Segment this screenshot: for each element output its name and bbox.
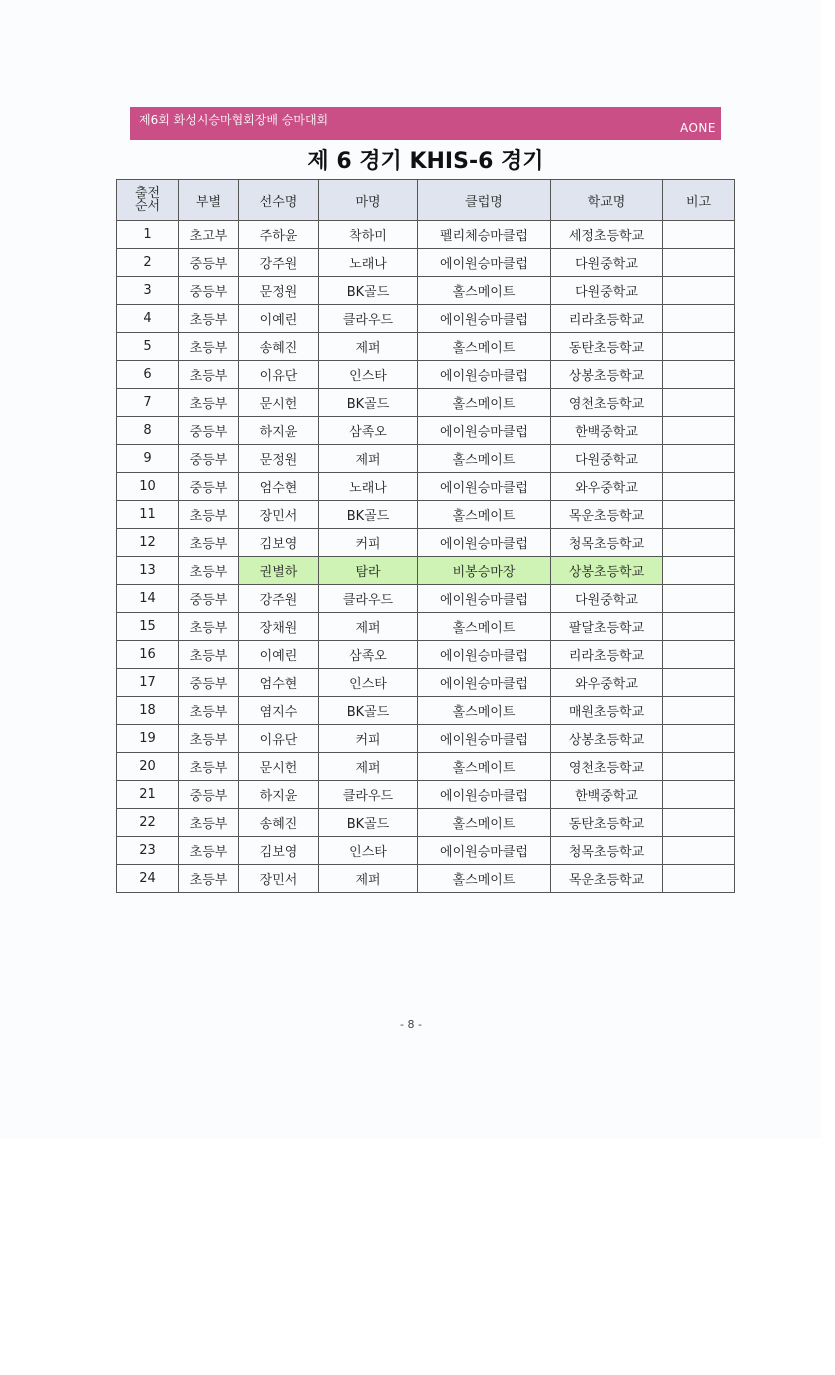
column-header: 마명	[319, 180, 418, 221]
rider-cell: 김보영	[239, 837, 319, 865]
club-cell: 비봉승마장	[418, 557, 551, 585]
table-row	[117, 277, 735, 305]
horse-cell: 제퍼	[319, 333, 418, 361]
horse-cell: 노래나	[319, 473, 418, 501]
rider-cell: 장민서	[239, 865, 319, 893]
club-cell: 홀스메이트	[418, 445, 551, 473]
division-cell: 중등부	[179, 277, 239, 305]
school-cell: 팔달초등학교	[551, 613, 663, 641]
table-row	[117, 669, 735, 697]
school-cell: 동탄초등학교	[551, 809, 663, 837]
horse-cell: BK골드	[319, 697, 418, 725]
note-cell	[663, 249, 735, 277]
table-row	[117, 781, 735, 809]
note-cell	[663, 669, 735, 697]
column-header: 선수명	[239, 180, 319, 221]
note-cell	[663, 501, 735, 529]
school-cell: 세정초등학교	[551, 221, 663, 249]
table-row	[117, 417, 735, 445]
order-cell: 4	[117, 305, 179, 333]
horse-cell: 착하미	[319, 221, 418, 249]
order-cell: 14	[117, 585, 179, 613]
division-cell: 초등부	[179, 753, 239, 781]
division-cell: 초고부	[179, 221, 239, 249]
order-cell: 9	[117, 445, 179, 473]
horse-cell: 탐라	[319, 557, 418, 585]
column-header: 부별	[179, 180, 239, 221]
rider-cell: 염지수	[239, 697, 319, 725]
note-cell	[663, 417, 735, 445]
club-cell: 홀스메이트	[418, 389, 551, 417]
rider-cell: 장채원	[239, 613, 319, 641]
table-body	[117, 221, 735, 893]
school-cell: 한백중학교	[551, 781, 663, 809]
order-cell: 19	[117, 725, 179, 753]
table-row	[117, 445, 735, 473]
club-cell: 에이원승마클럽	[418, 417, 551, 445]
school-cell: 상봉초등학교	[551, 557, 663, 585]
table-row	[117, 585, 735, 613]
table-row	[117, 249, 735, 277]
rider-cell: 문시헌	[239, 389, 319, 417]
order-cell: 17	[117, 669, 179, 697]
note-cell	[663, 361, 735, 389]
page-number: - 8 -	[400, 1018, 422, 1031]
note-cell	[663, 865, 735, 893]
column-header: 비고	[663, 180, 735, 221]
club-cell: 에이원승마클럽	[418, 641, 551, 669]
note-cell	[663, 529, 735, 557]
division-cell: 초등부	[179, 641, 239, 669]
horse-cell: 노래나	[319, 249, 418, 277]
horse-cell: 클라우드	[319, 781, 418, 809]
order-cell: 8	[117, 417, 179, 445]
school-cell: 상봉초등학교	[551, 361, 663, 389]
club-cell: 홀스메이트	[418, 865, 551, 893]
table-row	[117, 305, 735, 333]
note-cell	[663, 305, 735, 333]
division-cell: 초등부	[179, 557, 239, 585]
page-title: 제 6 경기 KHIS-6 경기	[307, 149, 544, 174]
horse-cell: 제퍼	[319, 753, 418, 781]
horse-cell: 인스타	[319, 361, 418, 389]
division-cell: 중등부	[179, 473, 239, 501]
rider-cell: 장민서	[239, 501, 319, 529]
note-cell	[663, 725, 735, 753]
club-cell: 에이원승마클럽	[418, 585, 551, 613]
table-row	[117, 697, 735, 725]
horse-cell: 클라우드	[319, 585, 418, 613]
rider-cell: 엄수현	[239, 669, 319, 697]
rider-cell: 문시헌	[239, 753, 319, 781]
table-row	[117, 725, 735, 753]
school-cell: 와우중학교	[551, 669, 663, 697]
school-cell: 리라초등학교	[551, 305, 663, 333]
division-cell: 중등부	[179, 249, 239, 277]
note-cell	[663, 837, 735, 865]
division-cell: 초등부	[179, 529, 239, 557]
rider-cell: 문정원	[239, 277, 319, 305]
school-cell: 매원초등학교	[551, 697, 663, 725]
division-cell: 중등부	[179, 585, 239, 613]
table-row	[117, 361, 735, 389]
note-cell	[663, 613, 735, 641]
rider-cell: 강주원	[239, 585, 319, 613]
table-header-row	[117, 180, 735, 221]
horse-cell: BK골드	[319, 389, 418, 417]
start-order-table	[116, 179, 735, 893]
school-cell: 동탄초등학교	[551, 333, 663, 361]
rider-cell: 하지윤	[239, 781, 319, 809]
order-cell: 21	[117, 781, 179, 809]
order-cell: 12	[117, 529, 179, 557]
division-cell: 초등부	[179, 305, 239, 333]
table-row	[117, 557, 735, 585]
division-cell: 초등부	[179, 333, 239, 361]
note-cell	[663, 557, 735, 585]
rider-cell: 문정원	[239, 445, 319, 473]
column-header: 출전 순서	[117, 180, 179, 221]
horse-cell: 커피	[319, 725, 418, 753]
club-cell: 홀스메이트	[418, 501, 551, 529]
horse-cell: 제퍼	[319, 613, 418, 641]
table-row	[117, 473, 735, 501]
rider-cell: 주하윤	[239, 221, 319, 249]
note-cell	[663, 473, 735, 501]
club-cell: 홀스메이트	[418, 753, 551, 781]
note-cell	[663, 445, 735, 473]
order-cell: 2	[117, 249, 179, 277]
brand-label: AONE	[679, 121, 716, 135]
note-cell	[663, 697, 735, 725]
club-cell: 홀스메이트	[418, 613, 551, 641]
club-cell: 에이원승마클럽	[418, 249, 551, 277]
table-row	[117, 837, 735, 865]
club-cell: 에이원승마클럽	[418, 305, 551, 333]
note-cell	[663, 333, 735, 361]
column-header: 클럽명	[418, 180, 551, 221]
division-cell: 중등부	[179, 445, 239, 473]
event-name: 제6회 화성시승마협회장배 승마대회	[139, 113, 329, 127]
school-cell: 다원중학교	[551, 585, 663, 613]
rider-cell: 이예린	[239, 641, 319, 669]
order-cell: 24	[117, 865, 179, 893]
note-cell	[663, 753, 735, 781]
school-cell: 다원중학교	[551, 445, 663, 473]
school-cell: 다원중학교	[551, 277, 663, 305]
event-banner	[130, 107, 721, 140]
order-cell: 18	[117, 697, 179, 725]
horse-cell: BK골드	[319, 277, 418, 305]
horse-cell: 클라우드	[319, 305, 418, 333]
horse-cell: BK골드	[319, 501, 418, 529]
note-cell	[663, 389, 735, 417]
school-cell: 영천초등학교	[551, 389, 663, 417]
rider-cell: 강주원	[239, 249, 319, 277]
rider-cell: 이유단	[239, 361, 319, 389]
club-cell: 에이원승마클럽	[418, 529, 551, 557]
division-cell: 중등부	[179, 669, 239, 697]
table-row	[117, 529, 735, 557]
school-cell: 와우중학교	[551, 473, 663, 501]
table-row	[117, 809, 735, 837]
order-cell: 16	[117, 641, 179, 669]
order-cell: 1	[117, 221, 179, 249]
club-cell: 에이원승마클럽	[418, 781, 551, 809]
note-cell	[663, 585, 735, 613]
school-cell: 상봉초등학교	[551, 725, 663, 753]
club-cell: 홀스메이트	[418, 277, 551, 305]
school-cell: 영천초등학교	[551, 753, 663, 781]
table-row	[117, 865, 735, 893]
horse-cell: 삼족오	[319, 641, 418, 669]
school-cell: 청목초등학교	[551, 529, 663, 557]
order-cell: 20	[117, 753, 179, 781]
rider-cell: 이유단	[239, 725, 319, 753]
horse-cell: 삼족오	[319, 417, 418, 445]
note-cell	[663, 221, 735, 249]
horse-cell: 커피	[319, 529, 418, 557]
division-cell: 초등부	[179, 613, 239, 641]
club-cell: 에이원승마클럽	[418, 837, 551, 865]
school-cell: 청목초등학교	[551, 837, 663, 865]
club-cell: 홀스메이트	[418, 333, 551, 361]
order-cell: 3	[117, 277, 179, 305]
table-row	[117, 501, 735, 529]
order-cell: 7	[117, 389, 179, 417]
order-cell: 22	[117, 809, 179, 837]
note-cell	[663, 641, 735, 669]
note-cell	[663, 277, 735, 305]
order-cell: 6	[117, 361, 179, 389]
rider-cell: 권별하	[239, 557, 319, 585]
school-cell: 다원중학교	[551, 249, 663, 277]
school-cell: 리라초등학교	[551, 641, 663, 669]
table-row	[117, 641, 735, 669]
rider-cell: 이예린	[239, 305, 319, 333]
club-cell: 홀스메이트	[418, 809, 551, 837]
school-cell: 목운초등학교	[551, 865, 663, 893]
division-cell: 초등부	[179, 725, 239, 753]
rider-cell: 김보영	[239, 529, 319, 557]
rider-cell: 송혜진	[239, 809, 319, 837]
horse-cell: 인스타	[319, 837, 418, 865]
table-row	[117, 613, 735, 641]
club-cell: 에이원승마클럽	[418, 473, 551, 501]
order-cell: 13	[117, 557, 179, 585]
club-cell: 에이원승마클럽	[418, 725, 551, 753]
order-cell: 23	[117, 837, 179, 865]
horse-cell: 제퍼	[319, 865, 418, 893]
table-row	[117, 753, 735, 781]
division-cell: 초등부	[179, 361, 239, 389]
table-row	[117, 389, 735, 417]
note-cell	[663, 809, 735, 837]
note-cell	[663, 781, 735, 809]
table-row	[117, 221, 735, 249]
school-cell: 목운초등학교	[551, 501, 663, 529]
division-cell: 중등부	[179, 781, 239, 809]
division-cell: 초등부	[179, 865, 239, 893]
division-cell: 초등부	[179, 837, 239, 865]
rider-cell: 엄수현	[239, 473, 319, 501]
order-cell: 15	[117, 613, 179, 641]
order-cell: 10	[117, 473, 179, 501]
division-cell: 중등부	[179, 417, 239, 445]
club-cell: 에이원승마클럽	[418, 361, 551, 389]
club-cell: 에이원승마클럽	[418, 669, 551, 697]
division-cell: 초등부	[179, 697, 239, 725]
division-cell: 초등부	[179, 809, 239, 837]
horse-cell: 인스타	[319, 669, 418, 697]
division-cell: 초등부	[179, 389, 239, 417]
order-cell: 11	[117, 501, 179, 529]
rider-cell: 하지윤	[239, 417, 319, 445]
order-cell: 5	[117, 333, 179, 361]
horse-cell: 제퍼	[319, 445, 418, 473]
column-header: 학교명	[551, 180, 663, 221]
rider-cell: 송혜진	[239, 333, 319, 361]
school-cell: 한백중학교	[551, 417, 663, 445]
horse-cell: BK골드	[319, 809, 418, 837]
table-row	[117, 333, 735, 361]
club-cell: 펠리체승마클럽	[418, 221, 551, 249]
club-cell: 홀스메이트	[418, 697, 551, 725]
division-cell: 초등부	[179, 501, 239, 529]
